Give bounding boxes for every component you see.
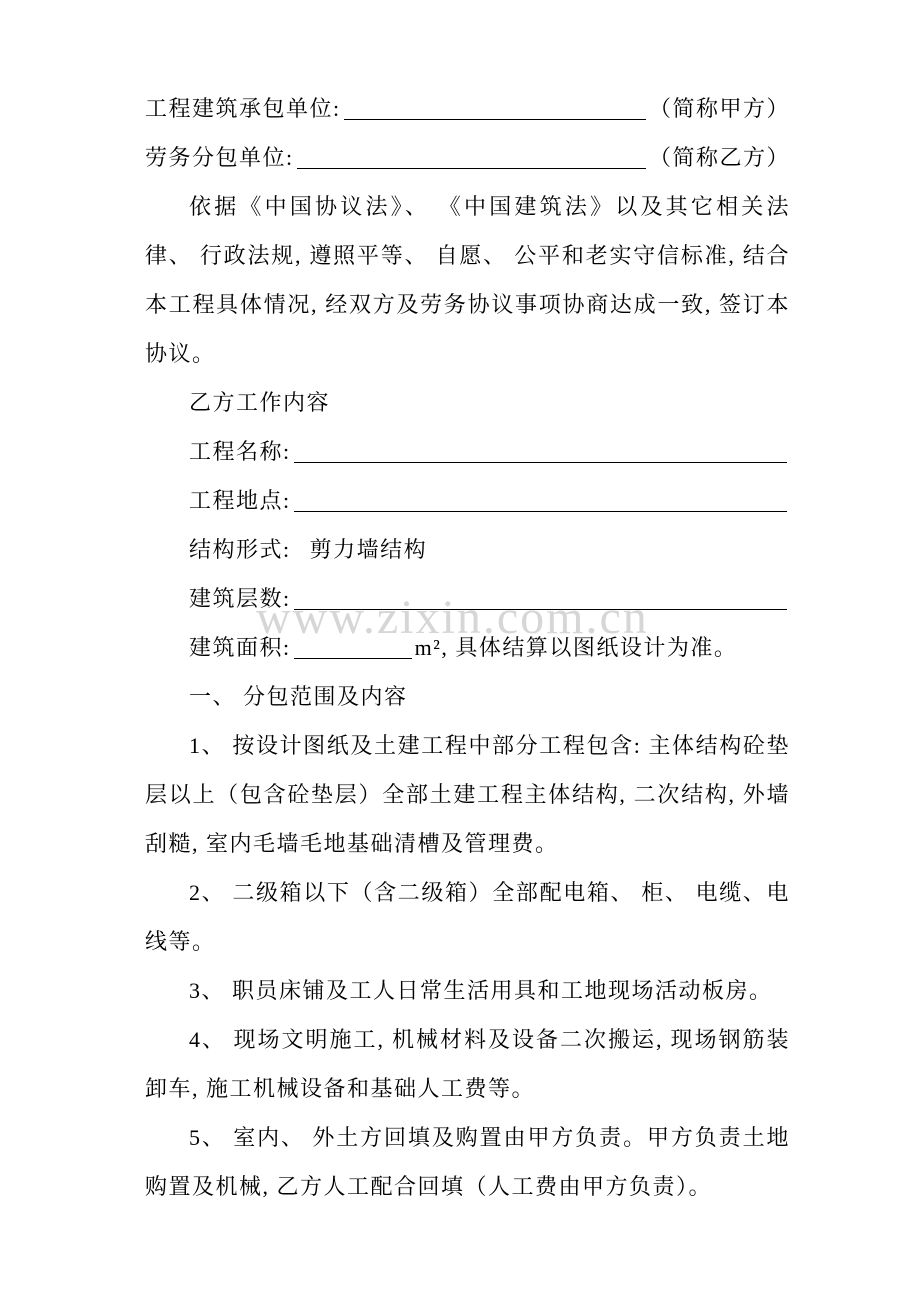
scope-item-5: 5、 室内、 外土方回填及购置由甲方负责。甲方负责土地购置及机械, 乙方人工配合回填（人工费由甲方负责）。 (145, 1125, 790, 1199)
field-project-location (189, 476, 790, 525)
building-floors-label: 建筑层数: (189, 586, 291, 611)
building-area-suffix: m², 具体结算以图纸设计为准。 (414, 635, 738, 660)
contractor-label: 工程建筑承包单位: (145, 96, 341, 121)
contractor-line (145, 84, 790, 133)
structure-type-label: 结构形式: (189, 537, 291, 562)
project-name-blank-underline (294, 462, 787, 463)
scope-item-2: 2、 二级箱以下（含二级箱）全部配电箱、 柜、 电缆、电线等。 (145, 880, 790, 954)
section-title: 乙方工作内容 (189, 390, 331, 415)
intro-paragraph: 依据《中国协议法》、 《中国建筑法》以及其它相关法律、 行政法规, 遵照平等、 自愿、 公平和老实守信标准, 结合本工程具体情况, 经双方及劳务协议事项协商达成一致, 签订本协议。 (145, 194, 790, 366)
project-location-label: 工程地点: (189, 488, 291, 513)
building-floors-blank-underline (294, 609, 787, 610)
subcontractor-blank-underline (297, 168, 646, 169)
field-building-area (189, 623, 790, 672)
subcontractor-suffix: （简称乙方） (648, 145, 790, 170)
subcontractor-line (145, 133, 790, 182)
watermark: www.zixin.com.cn (256, 591, 649, 644)
subcontractor-label: 劳务分包单位: (145, 145, 294, 170)
building-area-blank-underline (294, 658, 412, 659)
contractor-suffix: （简称甲方） (648, 96, 790, 121)
field-structure-type (189, 525, 790, 574)
field-building-floors (189, 574, 790, 623)
project-name-label: 工程名称: (189, 439, 291, 464)
contractor-blank-underline (344, 119, 646, 120)
structure-type-value: 剪力墙结构 (309, 537, 428, 562)
scope-item-1: 1、 按设计图纸及土建工程中部分工程包含: 主体结构砼垫层以上（包含砼垫层）全部土建工程主体结构, 二次结构, 外墙刮糙, 室内毛墙毛地基础清槽及管理费。 (145, 733, 790, 856)
project-location-blank-underline (294, 511, 787, 512)
building-area-label: 建筑面积: (189, 635, 291, 660)
heading-subcontract-scope: 一、 分包范围及内容 (189, 684, 408, 709)
field-project-name (189, 427, 790, 476)
scope-item-4: 4、 现场文明施工, 机械材料及设备二次搬运, 现场钢筋装卸车, 施工机械设备和基础人工费等。 (145, 1027, 790, 1101)
scope-item-3: 3、 职员床铺及工人日常生活用具和工地现场活动板房。 (189, 978, 773, 1003)
